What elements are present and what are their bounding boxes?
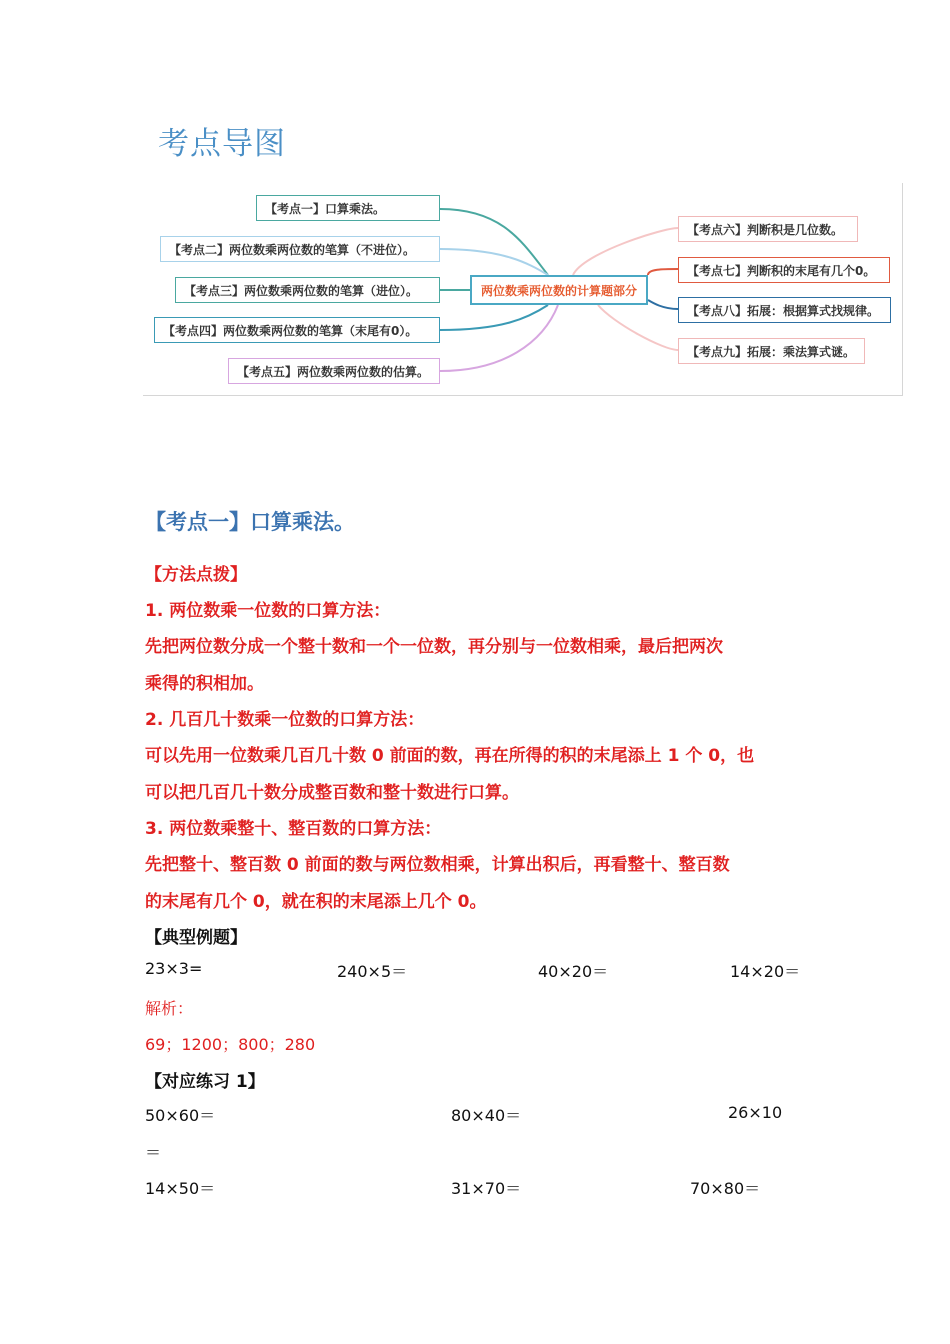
mindmap-node-7: 【考点七】判断积的末尾有几个0。 bbox=[678, 257, 890, 283]
page-heading: 考点导图 bbox=[158, 126, 286, 162]
mindmap-center-node: 两位数乘两位数的计算题部分 bbox=[470, 275, 648, 305]
connector-4 bbox=[440, 305, 548, 330]
mindmap-node-1: 【考点一】口算乘法。 bbox=[256, 195, 440, 221]
connector-8 bbox=[648, 300, 678, 309]
example-problem-4: 14×20＝ bbox=[730, 962, 801, 981]
mindmap-node-5: 【考点五】两位数乘两位数的估算。 bbox=[228, 358, 440, 384]
connector-6 bbox=[573, 228, 678, 275]
practice-problem-6: 70×80＝ bbox=[690, 1179, 761, 1198]
practice-problem-3-wrap: ＝ bbox=[145, 1143, 162, 1162]
method-label: 【方法点拨】 bbox=[145, 565, 247, 585]
mindmap-node-8: 【考点八】拓展：根据算式找规律。 bbox=[678, 297, 891, 323]
mindmap-node-6: 【考点六】判断积是几位数。 bbox=[678, 216, 858, 242]
method-item2-title: 2. 几百几十数乘一位数的口算方法： bbox=[145, 710, 425, 730]
practice-problem-1: 50×60＝ bbox=[145, 1106, 216, 1125]
example-problem-3: 40×20＝ bbox=[538, 962, 609, 981]
mindmap-node-2: 【考点二】两位数乘两位数的笔算（不进位）。 bbox=[160, 236, 440, 262]
method-item1-line2: 乘得的积相加。 bbox=[145, 674, 264, 694]
practice-problem-2: 80×40＝ bbox=[451, 1106, 522, 1125]
mindmap-node-9: 【考点九】拓展：乘法算式谜。 bbox=[678, 338, 865, 364]
mindmap-node-4: 【考点四】两位数乘两位数的笔算（末尾有0）。 bbox=[154, 317, 440, 343]
connector-5 bbox=[440, 305, 558, 371]
method-item2-line2: 可以把几百几十数分成整百数和整十数进行口算。 bbox=[145, 783, 519, 803]
analysis-answer: 69；1200；800；280 bbox=[145, 1035, 316, 1054]
connector-9 bbox=[598, 305, 678, 350]
method-item1-title: 1. 两位数乘一位数的口算方法： bbox=[145, 601, 391, 621]
practice-problem-4: 14×50＝ bbox=[145, 1179, 216, 1198]
analysis-label: 解析： bbox=[145, 999, 194, 1018]
connector-7 bbox=[648, 269, 678, 275]
example-problem-2: 240×5＝ bbox=[337, 962, 408, 981]
method-item3-line1: 先把整十、整百数 0 前面的数与两位数相乘，计算出积后，再看整十、整百数 bbox=[145, 855, 730, 875]
method-item3-line2: 的末尾有几个 0，就在积的末尾添上几个 0。 bbox=[145, 892, 487, 912]
method-item1-line1: 先把两位数分成一个整十数和一个一位数，再分别与一位数相乘，最后把两次 bbox=[145, 637, 723, 657]
practice-problem-5: 31×70＝ bbox=[451, 1179, 522, 1198]
method-item2-line1: 可以先用一位数乘几百几十数 0 前面的数，再在所得的积的末尾添上 1 个 0，也 bbox=[145, 746, 755, 766]
section-title: 【考点一】口算乘法。 bbox=[145, 510, 355, 534]
mind-map bbox=[143, 183, 904, 397]
method-item3-title: 3. 两位数乘整十、整百数的口算方法： bbox=[145, 819, 442, 839]
example-label: 【典型例题】 bbox=[145, 928, 247, 948]
mindmap-node-3: 【考点三】两位数乘两位数的笔算（进位）。 bbox=[175, 277, 440, 303]
practice-label: 【对应练习 1】 bbox=[145, 1072, 265, 1092]
practice-problem-3: 26×10 bbox=[728, 1103, 783, 1122]
example-problem-1: 23×3= bbox=[145, 959, 203, 978]
